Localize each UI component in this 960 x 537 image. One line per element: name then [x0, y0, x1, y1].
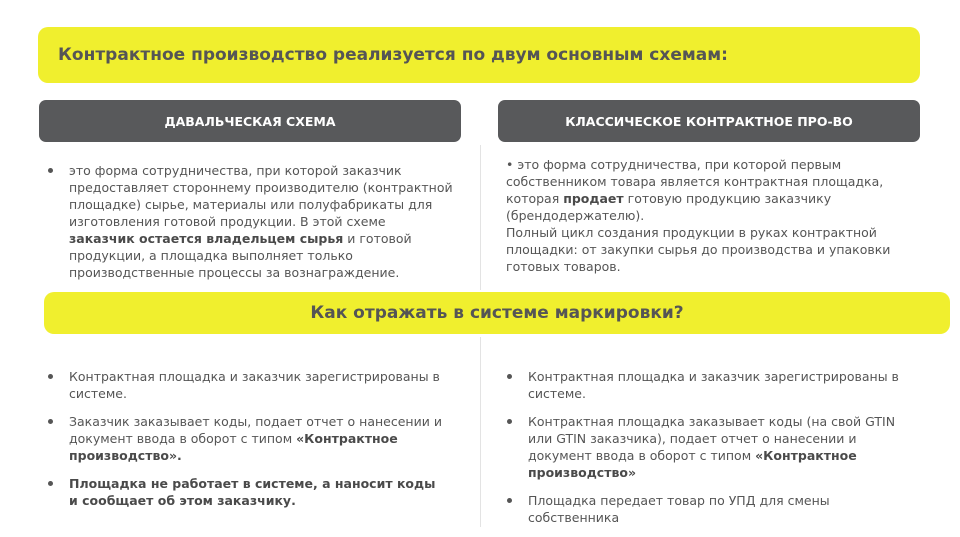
- right-step-2-bold: «Контрактное производство»: [528, 448, 857, 480]
- left-scheme-header: [39, 100, 461, 142]
- left-steps-list: [48, 368, 443, 509]
- page-title: Контрактное производство реализуется по двум основным схемам:: [58, 45, 728, 65]
- question-banner: [44, 292, 950, 334]
- left-description-list: [48, 162, 453, 281]
- column-divider-bottom: [480, 337, 481, 527]
- right-description-para-1: [506, 156, 906, 224]
- list-item: Площадка передает товар по УПД для смены собственника: [507, 492, 912, 526]
- left-desc-text-1: это форма сотрудничества, при которой заказчик предоставляет стороннему производителю (контрактной площадке) сырье, материалы или полуфабрикаты для изготовления готовой продукции. В этой схеме: [69, 163, 453, 229]
- right-marking-steps: [507, 368, 912, 537]
- left-scheme-description: [48, 162, 453, 281]
- column-divider-top: [480, 145, 481, 290]
- list-item: Контрактная площадка и заказчик зарегистрированы в системе.: [507, 368, 912, 402]
- left-desc-text-2: и готовой продукции, а площадка выполняет только производственные процессы за вознаграждение.: [69, 231, 412, 280]
- left-scheme-title: ДАВАЛЬЧЕСКАЯ СХЕМА: [164, 113, 336, 129]
- page-title-banner: [38, 27, 920, 83]
- list-item: [507, 413, 912, 481]
- right-scheme-description: [506, 156, 906, 275]
- question-title: Как отражать в системе маркировки?: [310, 303, 684, 323]
- list-item: Контрактная площадка и заказчик зарегистрированы в системе.: [48, 368, 443, 402]
- right-step-2-text: Контрактная площадка заказывает коды (на свой GTIN или GTIN заказчика), подает отчет о нанесении и документ ввода в оборот с типом: [528, 414, 896, 463]
- right-steps-list: [507, 368, 912, 526]
- right-description-para-2: Полный цикл создания продукции в руках контрактной площадки: от закупки сырья до производства и упаковки готовых товаров.: [506, 225, 891, 274]
- left-step-2-text: Заказчик заказывает коды, подает отчет о нанесении и документ ввода в оборот с типом: [69, 414, 442, 446]
- right-desc-bold: продает: [563, 191, 624, 206]
- right-desc-text-2: готовую продукцию заказчику (брендодержателю).: [506, 191, 832, 223]
- left-description-item: [48, 162, 453, 281]
- list-item: Площадка не работает в системе, а наносит коды и сообщает об этом заказчику.: [48, 475, 443, 509]
- left-marking-steps: [48, 368, 443, 520]
- list-item: [48, 413, 443, 464]
- right-scheme-header: [498, 100, 920, 142]
- right-desc-text-1: • это форма сотрудничества, при которой первым собственником товара является контрактная площадка, которая: [506, 157, 884, 206]
- left-desc-bold: заказчик остается владельцем сырья: [69, 231, 344, 246]
- right-scheme-title: КЛАССИЧЕСКОЕ КОНТРАКТНОЕ ПРО-ВО: [565, 113, 853, 129]
- left-step-2-bold: «Контрактное производство».: [69, 431, 398, 463]
